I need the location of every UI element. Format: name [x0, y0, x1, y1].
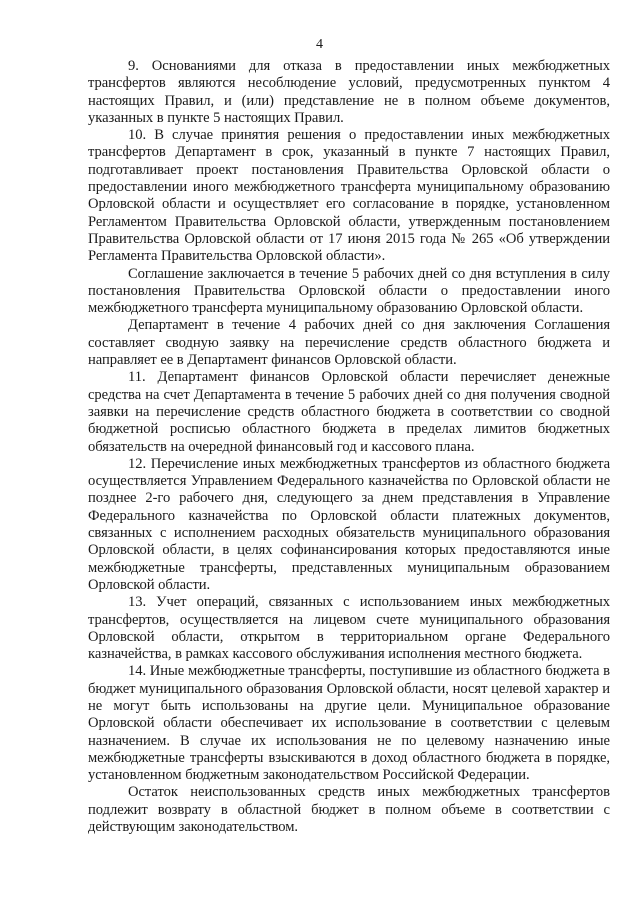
paragraph-11: 11. Департамент финансов Орловской области перечисляет денежные средства на счет Департамента в течение 5 рабочих дней со дня получения сводной заявки на перечисление средств областного бюджета в соответствии со сводной бюджетной росписью областного бюджета в пределах лимитов бюджетных обязательств на очередной финансовый год и кассового плана. — [88, 369, 610, 455]
paragraph-12: 12. Перечисление иных межбюджетных трансфертов из областного бюджета осуществляется Управлением Федерального казначейства по Орловской области не позднее 2-го рабочего дня, следующего за днем представления в Управление Федерального казначейства по Орловской области платежных документов, связанных с исполнением расходных обязательств муниципального образования Орловской области, в целях софинансирования которых предоставляются иные межбюджетные трансферты, представленных муниципальным образованием Орловской области. — [88, 455, 610, 593]
paragraph-remainder: Остаток неиспользованных средств иных межбюджетных трансфертов подлежит возврату в областной бюджет в полном объеме в соответствии с действующим законодательством. — [88, 784, 610, 836]
paragraph-department-request: Департамент в течение 4 рабочих дней со дня заключения Соглашения составляет сводную заявку на перечисление средств областного бюджета и направляет ее в Департамент финансов Орловской области. — [88, 317, 610, 369]
paragraph-9: 9. Основаниями для отказа в предоставлении иных межбюджетных трансфертов являются несоблюдение условий, предусмотренных пунктом 4 настоящих Правил, и (или) представление не в полном объеме документов, указанных в пункте 5 настоящих Правил. — [88, 58, 610, 126]
page-number: 4 — [316, 37, 323, 52]
paragraph-13: 13. Учет операций, связанных с использованием иных межбюджетных трансфертов, осуществляется на лицевом счете муниципального образования Орловской области, открытом в территориальном органе Федерального казначейства, в рамках кассового обслуживания исполнения местного бюджета. — [88, 594, 610, 663]
document-body — [88, 58, 610, 836]
paragraph-agreement: Соглашение заключается в течение 5 рабочих дней со дня вступления в силу постановления Правительства Орловской области о предоставлении иного межбюджетного трансферта муниципальному образованию Орловской области. — [88, 265, 610, 317]
paragraph-14: 14. Иные межбюджетные трансферты, поступившие из областного бюджета в бюджет муниципального образования Орловской области, носят целевой характер и не могут быть использованы на другие цели. Муниципальное образование Орловской области обеспечивает их использование в соответствии с целевым назначением. В случае их использования не по целевому назначению иные межбюджетные трансферты взыскиваются в доход областного бюджета в порядке, установленном бюджетным законодательством Российской Федерации. — [88, 663, 610, 784]
paragraph-10: 10. В случае принятия решения о предоставлении иных межбюджетных трансфертов Департамент в срок, указанный в пункте 7 настоящих Правил, подготавливает проект постановления Правительства Орловской области о предоставлении иного межбюджетного трансферта муниципальному образованию Орловской области и осуществляет его согласование в порядке, установленном Регламентом Правительства Орловской области, утвержденным постановлением Правительства Орловской области от 17 июня 2015 года № 265 «Об утверждении Регламента Правительства Орловской области». — [88, 127, 610, 265]
